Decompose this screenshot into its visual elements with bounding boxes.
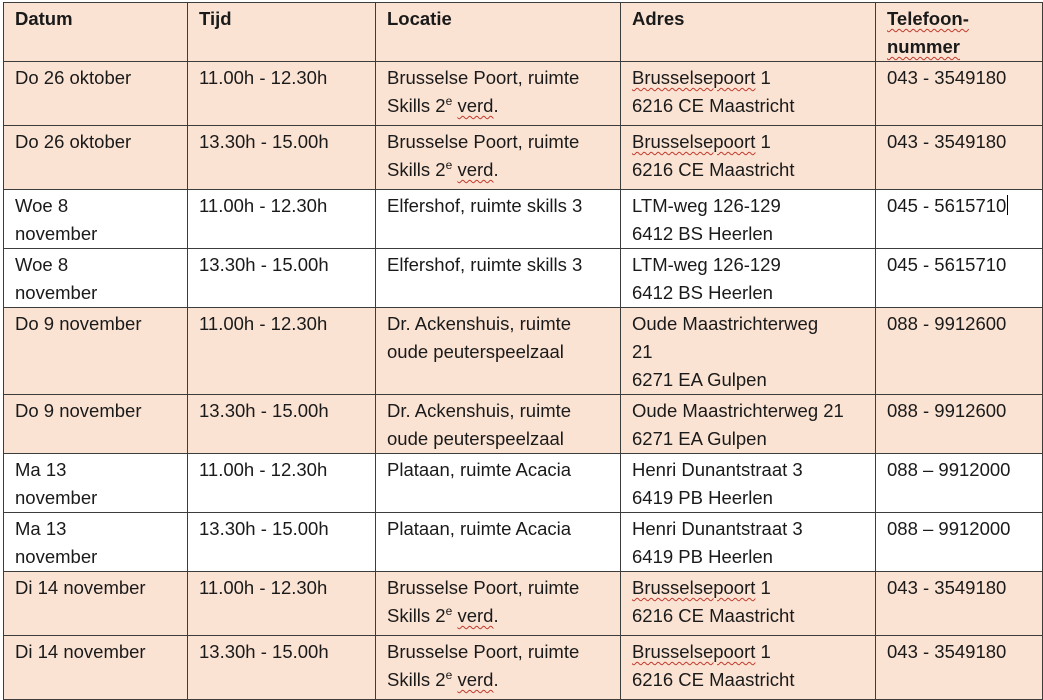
header-telefoon[interactable] xyxy=(876,3,1043,62)
cell-locatie[interactable] xyxy=(376,636,621,700)
header-datum[interactable] xyxy=(4,3,188,62)
tijd-text: 13.30h - 15.00h xyxy=(199,254,329,275)
adres-line-1: Oude Maastrichterweg xyxy=(632,313,819,334)
text-cursor xyxy=(1007,195,1008,215)
table-row xyxy=(4,454,1043,513)
header-locatie[interactable] xyxy=(376,3,621,62)
datum-text: Di 14 november xyxy=(15,577,146,598)
locatie-line-2 xyxy=(387,92,610,120)
datum-line-2: november xyxy=(15,487,98,508)
header-row xyxy=(4,3,1043,62)
locatie-line-2 xyxy=(387,156,610,184)
header-adres-label: Adres xyxy=(632,8,685,29)
adres-line-1 xyxy=(632,574,865,602)
telefoon-text: 088 – 9912000 xyxy=(887,518,1011,539)
locatie-period: . xyxy=(493,159,499,180)
adres-street: Brusselsepoort xyxy=(632,131,756,152)
telefoon-text: 088 - 9912600 xyxy=(887,313,1007,334)
telefoon-text: 045 - 5615710 xyxy=(887,254,1007,275)
cell-locatie[interactable] xyxy=(376,572,621,636)
datum-text: Do 9 november xyxy=(15,313,142,334)
cell-adres[interactable] xyxy=(621,308,876,395)
datum-text: Do 26 oktober xyxy=(15,131,132,152)
cell-tijd[interactable] xyxy=(188,190,376,249)
cell-datum[interactable] xyxy=(4,62,188,126)
telefoon-text: 088 – 9912000 xyxy=(887,459,1011,480)
table-row xyxy=(4,62,1043,126)
cell-telefoon[interactable] xyxy=(876,454,1043,513)
locatie-period: . xyxy=(493,605,499,626)
locatie-skills: Skills 2 xyxy=(387,605,446,626)
locatie-text: Elfershof, ruimte skills 3 xyxy=(387,254,583,275)
telefoon-text: 088 - 9912600 xyxy=(887,400,1007,421)
cell-datum[interactable] xyxy=(4,249,188,308)
tijd-text: 11.00h - 12.30h xyxy=(199,459,328,480)
cell-datum[interactable] xyxy=(4,190,188,249)
adres-number: 1 xyxy=(755,577,771,598)
table-row xyxy=(4,308,1043,395)
adres-line-2: 6271 EA Gulpen xyxy=(632,428,767,449)
locatie-line-1: Brusselse Poort, ruimte xyxy=(387,577,580,598)
adres-line-1 xyxy=(632,64,865,92)
cell-telefoon[interactable] xyxy=(876,190,1043,249)
adres-line-2: 6216 CE Maastricht xyxy=(632,605,795,626)
cell-datum[interactable] xyxy=(4,126,188,190)
adres-line-1: LTM-weg 126-129 xyxy=(632,195,781,216)
locatie-superscript: e xyxy=(445,604,453,618)
adres-number: 1 xyxy=(755,67,771,88)
adres-line-2: 6216 CE Maastricht xyxy=(632,95,795,116)
cell-locatie[interactable] xyxy=(376,395,621,454)
tijd-text: 13.30h - 15.00h xyxy=(199,518,329,539)
cell-tijd[interactable] xyxy=(188,572,376,636)
datum-text: Do 26 oktober xyxy=(15,67,132,88)
telefoon-text: 045 - 5615710 xyxy=(887,195,1007,216)
cell-telefoon[interactable] xyxy=(876,395,1043,454)
cell-telefoon[interactable] xyxy=(876,636,1043,700)
datum-line-1: Woe 8 xyxy=(15,195,69,216)
adres-line-2: 6216 CE Maastricht xyxy=(632,159,795,180)
table-row xyxy=(4,572,1043,636)
adres-line-1 xyxy=(632,638,865,666)
table-row xyxy=(4,249,1043,308)
datum-text: Do 9 november xyxy=(15,400,142,421)
tijd-text: 11.00h - 12.30h xyxy=(199,577,328,598)
tijd-text: 11.00h - 12.30h xyxy=(199,67,328,88)
table-row xyxy=(4,126,1043,190)
cell-tijd[interactable] xyxy=(188,636,376,700)
cell-locatie[interactable] xyxy=(376,190,621,249)
adres-line-2: 6271 EA Gulpen xyxy=(632,369,767,390)
locatie-skills: Skills 2 xyxy=(387,669,446,690)
cell-adres[interactable] xyxy=(621,62,876,126)
adres-line-2: 6412 BS Heerlen xyxy=(632,282,773,303)
datum-line-2: november xyxy=(15,546,98,567)
cell-locatie[interactable] xyxy=(376,513,621,572)
locatie-text: Elfershof, ruimte skills 3 xyxy=(387,195,583,216)
adres-line-2: 6216 CE Maastricht xyxy=(632,669,795,690)
locatie-period: . xyxy=(493,95,499,116)
cell-telefoon[interactable] xyxy=(876,308,1043,395)
locatie-verd: verd xyxy=(457,669,494,690)
header-telefoon-label-1: Telefoon- xyxy=(887,8,969,29)
cell-telefoon[interactable] xyxy=(876,62,1043,126)
tijd-text: 13.30h - 15.00h xyxy=(199,131,329,152)
adres-line-2: 6419 PB Heerlen xyxy=(632,487,773,508)
adres-line-1: Henri Dunantstraat 3 xyxy=(632,459,803,480)
header-telefoon-label-2: nummer xyxy=(887,36,960,57)
cell-adres[interactable] xyxy=(621,454,876,513)
cell-telefoon[interactable] xyxy=(876,126,1043,190)
adres-street: Brusselsepoort xyxy=(632,67,756,88)
adres-line-2: 6419 PB Heerlen xyxy=(632,546,773,567)
locatie-line-1: Dr. Ackenshuis, ruimte xyxy=(387,313,572,334)
datum-line-2: november xyxy=(15,282,98,303)
locatie-line-2: oude peuterspeelzaal xyxy=(387,428,564,449)
tijd-text: 11.00h - 12.30h xyxy=(199,195,328,216)
locatie-text: Plataan, ruimte Acacia xyxy=(387,518,572,539)
header-locatie-label: Locatie xyxy=(387,8,452,29)
cell-tijd[interactable] xyxy=(188,395,376,454)
cell-telefoon[interactable] xyxy=(876,572,1043,636)
adres-line-1b: 21 xyxy=(632,341,653,362)
locatie-superscript: e xyxy=(445,94,453,108)
header-tijd[interactable] xyxy=(188,3,376,62)
locatie-line-1: Brusselse Poort, ruimte xyxy=(387,131,580,152)
cell-tijd[interactable] xyxy=(188,454,376,513)
schedule-table xyxy=(3,2,1043,700)
locatie-text: Plataan, ruimte Acacia xyxy=(387,459,572,480)
cell-locatie[interactable] xyxy=(376,308,621,395)
locatie-superscript: e xyxy=(445,158,453,172)
cell-tijd[interactable] xyxy=(188,126,376,190)
cell-datum[interactable] xyxy=(4,636,188,700)
cell-telefoon[interactable] xyxy=(876,249,1043,308)
adres-street: Brusselsepoort xyxy=(632,577,756,598)
datum-line-1: Ma 13 xyxy=(15,459,67,480)
adres-line-1: Henri Dunantstraat 3 xyxy=(632,518,803,539)
locatie-skills: Skills 2 xyxy=(387,159,446,180)
cell-adres[interactable] xyxy=(621,249,876,308)
locatie-period: . xyxy=(493,669,499,690)
locatie-line-2 xyxy=(387,602,610,630)
locatie-line-2 xyxy=(387,666,610,694)
locatie-line-1: Dr. Ackenshuis, ruimte xyxy=(387,400,572,421)
cell-locatie[interactable] xyxy=(376,249,621,308)
adres-number: 1 xyxy=(755,641,771,662)
cell-datum[interactable] xyxy=(4,395,188,454)
cell-tijd[interactable] xyxy=(188,513,376,572)
datum-line-1: Ma 13 xyxy=(15,518,67,539)
cell-locatie[interactable] xyxy=(376,62,621,126)
telefoon-text: 043 - 3549180 xyxy=(887,641,1007,662)
cell-locatie[interactable] xyxy=(376,454,621,513)
telefoon-text: 043 - 3549180 xyxy=(887,577,1007,598)
locatie-line-1: Brusselse Poort, ruimte xyxy=(387,67,580,88)
cell-datum[interactable] xyxy=(4,308,188,395)
telefoon-text: 043 - 3549180 xyxy=(887,131,1007,152)
header-adres[interactable] xyxy=(621,3,876,62)
cell-locatie[interactable] xyxy=(376,126,621,190)
header-tijd-label: Tijd xyxy=(199,8,232,29)
adres-street: Brusselsepoort xyxy=(632,641,756,662)
tijd-text: 13.30h - 15.00h xyxy=(199,400,329,421)
tijd-text: 13.30h - 15.00h xyxy=(199,641,329,662)
cell-telefoon[interactable] xyxy=(876,513,1043,572)
table-row xyxy=(4,395,1043,454)
locatie-line-2: oude peuterspeelzaal xyxy=(387,341,564,362)
cell-datum[interactable] xyxy=(4,513,188,572)
cell-adres[interactable] xyxy=(621,572,876,636)
cell-tijd[interactable] xyxy=(188,308,376,395)
table-row xyxy=(4,636,1043,700)
cell-adres[interactable] xyxy=(621,190,876,249)
locatie-skills: Skills 2 xyxy=(387,95,446,116)
datum-line-2: november xyxy=(15,223,98,244)
adres-line-2: 6412 BS Heerlen xyxy=(632,223,773,244)
cell-datum[interactable] xyxy=(4,454,188,513)
cell-adres[interactable] xyxy=(621,513,876,572)
cell-tijd[interactable] xyxy=(188,62,376,126)
locatie-superscript: e xyxy=(445,668,453,682)
adres-number: 1 xyxy=(755,131,771,152)
adres-line-1: Oude Maastrichterweg 21 xyxy=(632,400,844,421)
locatie-line-1: Brusselse Poort, ruimte xyxy=(387,641,580,662)
header-datum-label: Datum xyxy=(15,8,73,29)
adres-line-1 xyxy=(632,128,865,156)
cell-adres[interactable] xyxy=(621,126,876,190)
datum-line-1: Woe 8 xyxy=(15,254,69,275)
cell-datum[interactable] xyxy=(4,572,188,636)
cell-tijd[interactable] xyxy=(188,249,376,308)
locatie-verd: verd xyxy=(457,159,494,180)
locatie-verd: verd xyxy=(457,605,494,626)
datum-text: Di 14 november xyxy=(15,641,146,662)
table-row xyxy=(4,190,1043,249)
adres-line-1: LTM-weg 126-129 xyxy=(632,254,781,275)
tijd-text: 11.00h - 12.30h xyxy=(199,313,328,334)
cell-adres[interactable] xyxy=(621,395,876,454)
cell-adres[interactable] xyxy=(621,636,876,700)
table-row xyxy=(4,513,1043,572)
locatie-verd: verd xyxy=(457,95,494,116)
telefoon-text: 043 - 3549180 xyxy=(887,67,1007,88)
